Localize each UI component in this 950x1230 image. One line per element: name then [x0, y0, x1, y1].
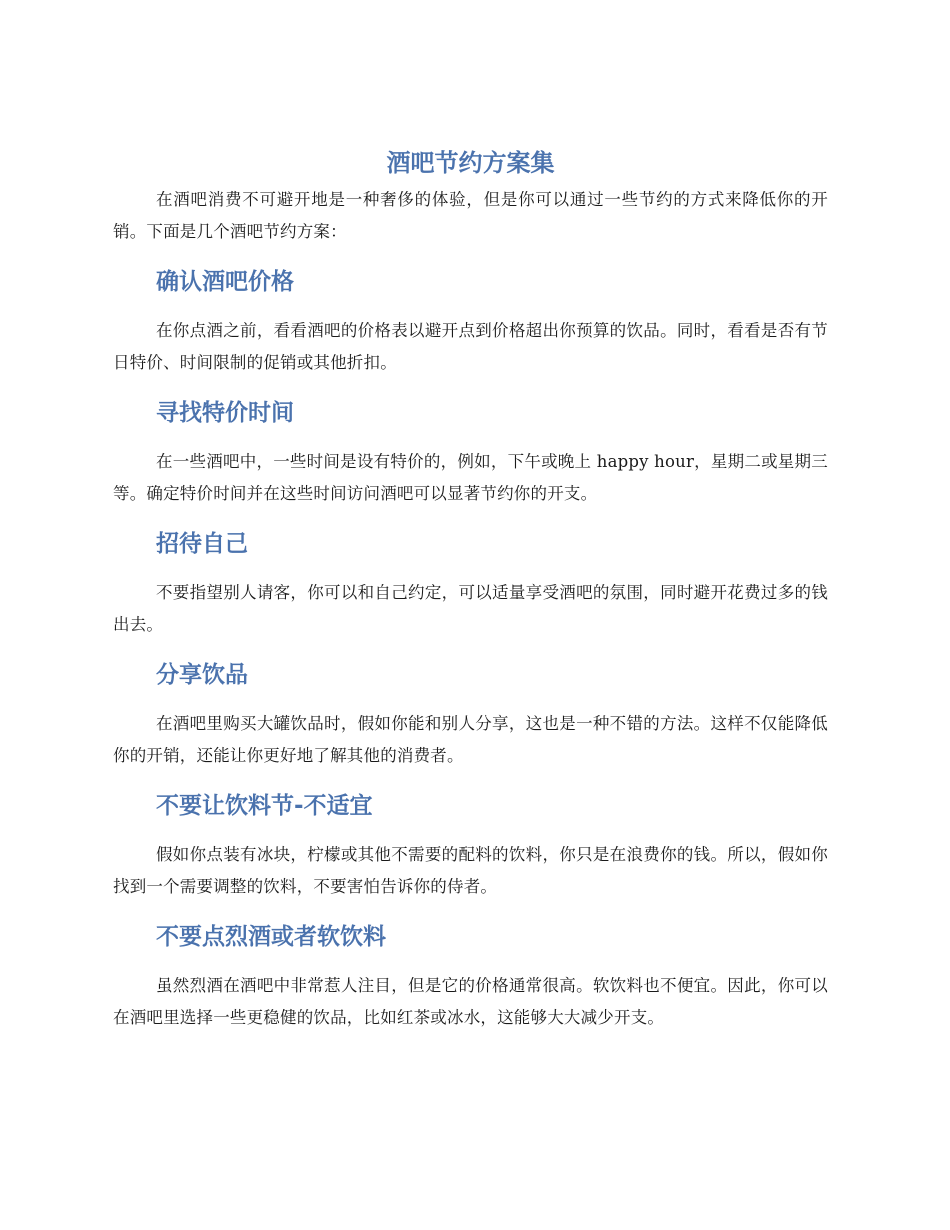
section-check-price [113, 265, 828, 379]
section-heading: 分享饮品 [156, 662, 248, 688]
section-body: 假如你点装有冰块，柠檬或其他不需要的配料的饮料，你只是在浪费你的钱。所以，假如你找到一个需要调整的饮料，不要害怕告诉你的侍者。 [113, 845, 828, 896]
section-happy-hour [113, 396, 828, 510]
section-body: 虽然烈酒在酒吧中非常惹人注目，但是它的价格通常很高。软饮料也不便宜。因此，你可以在酒吧里选择一些更稳健的饮品，比如红茶或冰水，这能够大大减少开支。 [113, 976, 828, 1027]
section-share-drinks [113, 658, 828, 772]
section-body: 在你点酒之前，看看酒吧的价格表以避开点到价格超出你预算的饮品。同时，看看是否有节日特价、时间限制的促销或其他折扣。 [113, 321, 828, 372]
section-heading: 招待自己 [156, 531, 248, 557]
section-avoid-spirits [113, 920, 828, 1034]
document-title: 酒吧节约方案集 [386, 149, 555, 177]
section-body: 在一些酒吧中，一些时间是设有特价的，例如，下午或晚上 happy hour，星期二或星期三等。确定特价时间并在这些时间访问酒吧可以显著节约你的开支。 [113, 452, 828, 503]
section-heading: 不要点烈酒或者软饮料 [156, 924, 386, 950]
section-heading: 不要让饮料节-不适宜 [156, 793, 373, 819]
section-body: 在酒吧里购买大罐饮品时，假如你能和别人分享，这也是一种不错的方法。这样不仅能降低你的开销，还能让你更好地了解其他的消费者。 [113, 714, 828, 765]
section-treat-yourself [113, 527, 828, 641]
section-heading: 确认酒吧价格 [156, 269, 294, 295]
section-adjust-drinks [113, 789, 828, 903]
document-page [113, 146, 828, 1034]
section-heading: 寻找特价时间 [156, 400, 294, 426]
intro-paragraph: 在酒吧消费不可避开地是一种奢侈的体验，但是你可以通过一些节约的方式来降低你的开销。下面是几个酒吧节约方案： [113, 190, 828, 241]
section-body: 不要指望别人请客，你可以和自己约定，可以适量享受酒吧的氛围，同时避开花费过多的钱出去。 [113, 583, 828, 634]
